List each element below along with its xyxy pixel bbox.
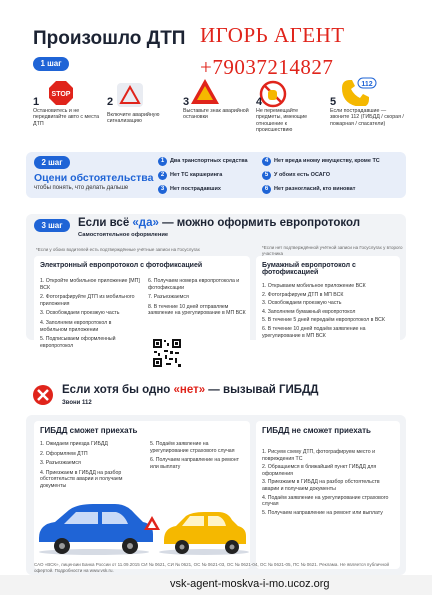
step2-subtitle: чтобы понять, что делать дальше xyxy=(34,185,129,191)
legal-text: САО «ВСК», лицензии Банка России от 11.09.2015 СИ № 0621, СИ № 0621, ОС № 0621-03, ОС № 0621-04, ОС № 0621-05, ПС № 0621. Реклама. Не является публичной офертой. Подробности на www.vsk.ru. xyxy=(34,562,390,573)
svg-text:112: 112 xyxy=(361,81,373,88)
no-title: Если хотя бы одно «нет» — вызывай ГИБДД xyxy=(62,384,319,396)
gibdd-can-title: ГИБДД сможет приехать xyxy=(40,426,138,435)
step1-item-2: 2 Включите аварийную сигнализацию xyxy=(107,96,160,125)
agent-phone: +79037214827 xyxy=(200,55,334,79)
hazard-light-icon xyxy=(117,83,143,107)
step3-subtitle: Самостоятельное оформление xyxy=(78,232,169,238)
gibdd-can-list-b: 5. Подаём заявление на урегулирование страхового случая 6. Получаем направление на ремонт или выплату xyxy=(150,441,239,470)
paper-protocol-title: Бумажный европротокол с фотофиксацией xyxy=(262,262,356,276)
step3-right-note: *Если нет подтверждённой учётной записи на Госуслугах у второго участника xyxy=(262,245,403,256)
step1-pill: 1 шаг xyxy=(33,57,69,71)
gibdd-can-list-a: 1. Ожидаем приезда ГИБДД 2. Оформляем ДТП 3. Разъезжаемся 4. Приезжаем в ГИБДД на разбор обстоятельств аварии и получаем документы xyxy=(40,441,123,489)
close-icon xyxy=(32,384,54,406)
step3-pill: 3 шаг xyxy=(34,219,70,232)
step3-left-note: *Если у обоих водителей есть подтверждённые учётные записи на Госуслугах xyxy=(36,247,200,252)
step1-item-1: 1 Остановитесь и не передвигайте авто с места ДТП xyxy=(33,96,100,127)
cars-illustration xyxy=(34,494,250,556)
step2-title: Оцени обстоятельства xyxy=(34,172,154,184)
svg-text:STOP: STOP xyxy=(51,91,71,98)
step1-item-4: 4 Не перемещайте предметы, имеющие отношение к происшествию xyxy=(256,96,308,134)
gibdd-cannot-title: ГИБДД не сможет приехать xyxy=(262,426,371,435)
gibdd-cannot-list: 1. Рисуем схему ДТП, фотографируем место и повреждения ТС 2. Обращаемся в ближайший пункт ГИБДД для оформления 3. Приезжаем в ГИБДД на разбор обстоятельств аварии и получаем документы 4. Подаём заявление на урегулирование страхового случая 5. Получаем направление на ремонт или выплату xyxy=(262,449,389,516)
agent-name: ИГОРЬ АГЕНТ xyxy=(200,23,345,47)
no-subtitle: Звони 112 xyxy=(62,400,92,406)
electronic-protocol-list-b: 6. Получаем номера европротокола и фотофиксации 7. Разъезжаемся 8. В течение 10 дней отправляем заявление на урегулирование в МП ВСК xyxy=(148,278,246,317)
step1-item-5: 5 Если пострадавшие — звоните 112 (ГИБДД / скорая / пожарная / спасатели) xyxy=(330,96,404,127)
electronic-protocol-list-a: 1. Откройте мобильное приложение [МП] ВСК 2. Фотографируйте ДТП из мобильного приложения 3. Освобождаем проезжую часть 4. Заполняем европротокол в мобильном приложении 5. Подписываем оформленный европротокол xyxy=(40,278,140,349)
footer-url[interactable]: vsk-agent-moskva-i-mo.ucoz.org xyxy=(170,578,330,590)
electronic-protocol-title: Электронный европротокол с фотофиксацией xyxy=(40,262,203,269)
step2-list: 1 Два транспортных средства 2 Нет ТС каршеринга 3 Нет пострадавших 4 Нет вреда иному имуществу, кроме ТС 5 У обоих есть ОСАГО 6 Нет разногласий, кто виноват xyxy=(158,157,408,199)
paper-protocol-list: 1. Открываем мобильное приложение ВСК 2. Фотографируем ДТП в МП ВСК 3. Освобождаем проезжую часть 4. Заполняем бумажный европротокол 5. В течение 5 дней передаём европротокол в ВСК 6. В течение 10 дней подаём заявление на урегулирование в МП ВСК xyxy=(262,283,385,339)
step3-title: Если всё «да» — можно оформить европротокол xyxy=(78,217,361,229)
step2-pill: 2 шаг xyxy=(34,156,70,169)
page-title: Произошло ДТП xyxy=(33,28,186,49)
qr-code-icon[interactable] xyxy=(152,338,182,368)
step1-item-3: 3 Выставьте знак аварийной остановки xyxy=(183,96,249,121)
